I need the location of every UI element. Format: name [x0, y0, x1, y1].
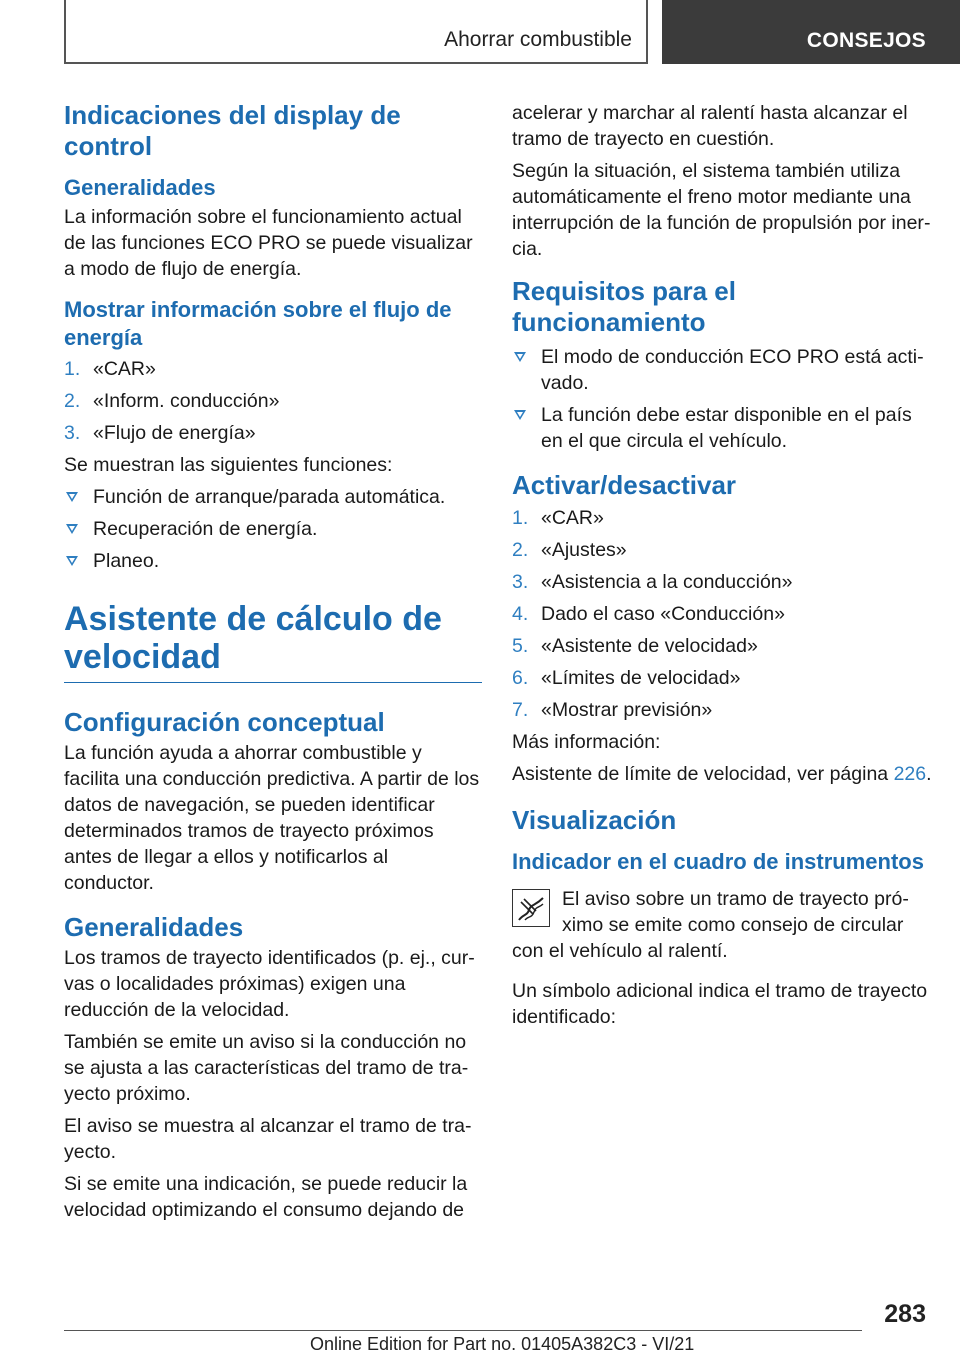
triangle-bullet-icon	[66, 524, 78, 534]
triangle-bullet-icon	[66, 492, 78, 502]
paragraph-reference: Asistente de límite de velocidad, ver página 226.	[512, 763, 932, 785]
heading-requisitos: Requisitos para el funcionamiento	[512, 276, 736, 337]
section-divider	[64, 682, 482, 683]
heading-display: Indicaciones del display de control	[64, 100, 401, 161]
paragraph-generalidades-2a: Los tramos de trayecto identificados (p. ej., curvas o localidades próximas) exigen una reducción de la velocidad.	[64, 947, 475, 1021]
header-section-box	[64, 0, 648, 64]
heading-generalidades-1: Generalidades	[64, 175, 216, 200]
heading-asistente: Asistente de cálculo de velocidad	[64, 600, 442, 676]
paragraph-aviso: El aviso sobre un tramo de trayecto próximo se emite como consejo de circular con el vehículo al ralentí.	[512, 888, 909, 962]
footer-edition: Online Edition for Part no. 01405A382C3 - VI/21	[310, 1334, 695, 1354]
paragraph-freno-motor: Según la situación, el sistema también utiliza automáticamente el freno motor mediante una interrupción de la función de propulsión por inercia.	[512, 160, 931, 260]
bullet-list-requisitos	[512, 344, 932, 454]
triangle-bullet-icon	[66, 556, 78, 566]
paragraph-generalidades-2b: También se emite un aviso si la conducción no se ajusta a las características del tramo de trayecto próximo.	[64, 1031, 469, 1105]
paragraph-generalidades-2d: Si se emite una indicación, se puede reducir la velocidad optimizando el consumo dejando de	[64, 1173, 468, 1221]
heading-visualizacion: Visualización	[512, 805, 677, 835]
footer-divider	[64, 1330, 862, 1331]
list-item: 5. «Asistente de velocidad»	[512, 635, 758, 657]
list-item: 7. «Mostrar previsión»	[512, 699, 713, 721]
heading-activar: Activar/desactivar	[512, 470, 737, 500]
paragraph-generalidades-1: La información sobre el funcionamiento actual de las funciones ECO PRO se puede visualizar a modo de flujo de energía.	[64, 206, 473, 280]
list-item: 1. «CAR»	[512, 507, 604, 529]
chapter-tab	[662, 0, 960, 64]
list-item: Recuperación de energía.	[64, 516, 482, 542]
list-item: 2. «Inform. conducción»	[64, 390, 280, 412]
paragraph-mas-info: Más información:	[512, 731, 661, 753]
steps-list-flujo	[64, 356, 482, 446]
list-item: La función debe estar disponible en el país en el que circula el vehículo.	[512, 402, 932, 454]
triangle-bullet-icon	[514, 352, 526, 362]
bullet-list-funciones	[64, 484, 482, 574]
paragraph-simbolo: Un símbolo adicional indica el tramo de trayecto identificado:	[512, 980, 928, 1028]
list-item: El modo de conducción ECO PRO está activado.	[512, 344, 932, 396]
paragraph-generalidades-2c: El aviso se muestra al alcanzar el tramo de trayecto.	[64, 1115, 472, 1163]
paragraph-funciones: Se muestran las siguientes funciones:	[64, 454, 393, 476]
heading-indicador: Indicador en el cuadro de instrumentos	[512, 849, 924, 874]
triangle-bullet-icon	[514, 410, 526, 420]
list-item: 3. «Asistencia a la conducción»	[512, 571, 793, 593]
page-reference-link[interactable]: 226	[893, 763, 927, 785]
page-number: 283	[884, 1300, 926, 1328]
heading-configuracion: Configuración conceptual	[64, 707, 385, 737]
heading-generalidades-2: Generalidades	[64, 912, 244, 942]
section-title: Ahorrar combustible	[444, 28, 632, 51]
right-column	[512, 100, 932, 1030]
steps-list-activar	[512, 505, 932, 723]
chapter-title: CONSEJOS	[806, 29, 926, 52]
list-item: Planeo.	[64, 548, 482, 574]
paragraph-continuation: acelerar y marchar al ralentí hasta alcanzar el tramo de trayecto en cuestión.	[512, 102, 908, 150]
aviso-block	[512, 886, 932, 964]
list-item: 6. «Límites de velocidad»	[512, 667, 741, 689]
list-item: 2. «Ajustes»	[512, 539, 627, 561]
winding-road-icon	[512, 889, 550, 927]
list-item: 4. Dado el caso «Conducción»	[512, 603, 785, 625]
list-item: 1. «CAR»	[64, 358, 156, 380]
left-column	[64, 100, 482, 1223]
list-item: Función de arranque/parada automática.	[64, 484, 482, 510]
list-item: 3. «Flujo de energía»	[64, 422, 256, 444]
paragraph-configuracion: La función ayuda a ahorrar combustible y facilita una conducción predictiva. A partir de los datos de navegación, se pueden identificar determinados tramos de trayecto próximos antes de llegar a ellos y notificarlos al conductor.	[64, 742, 480, 894]
heading-mostrar-flujo: Mostrar información sobre el flujo de energía	[64, 297, 452, 350]
